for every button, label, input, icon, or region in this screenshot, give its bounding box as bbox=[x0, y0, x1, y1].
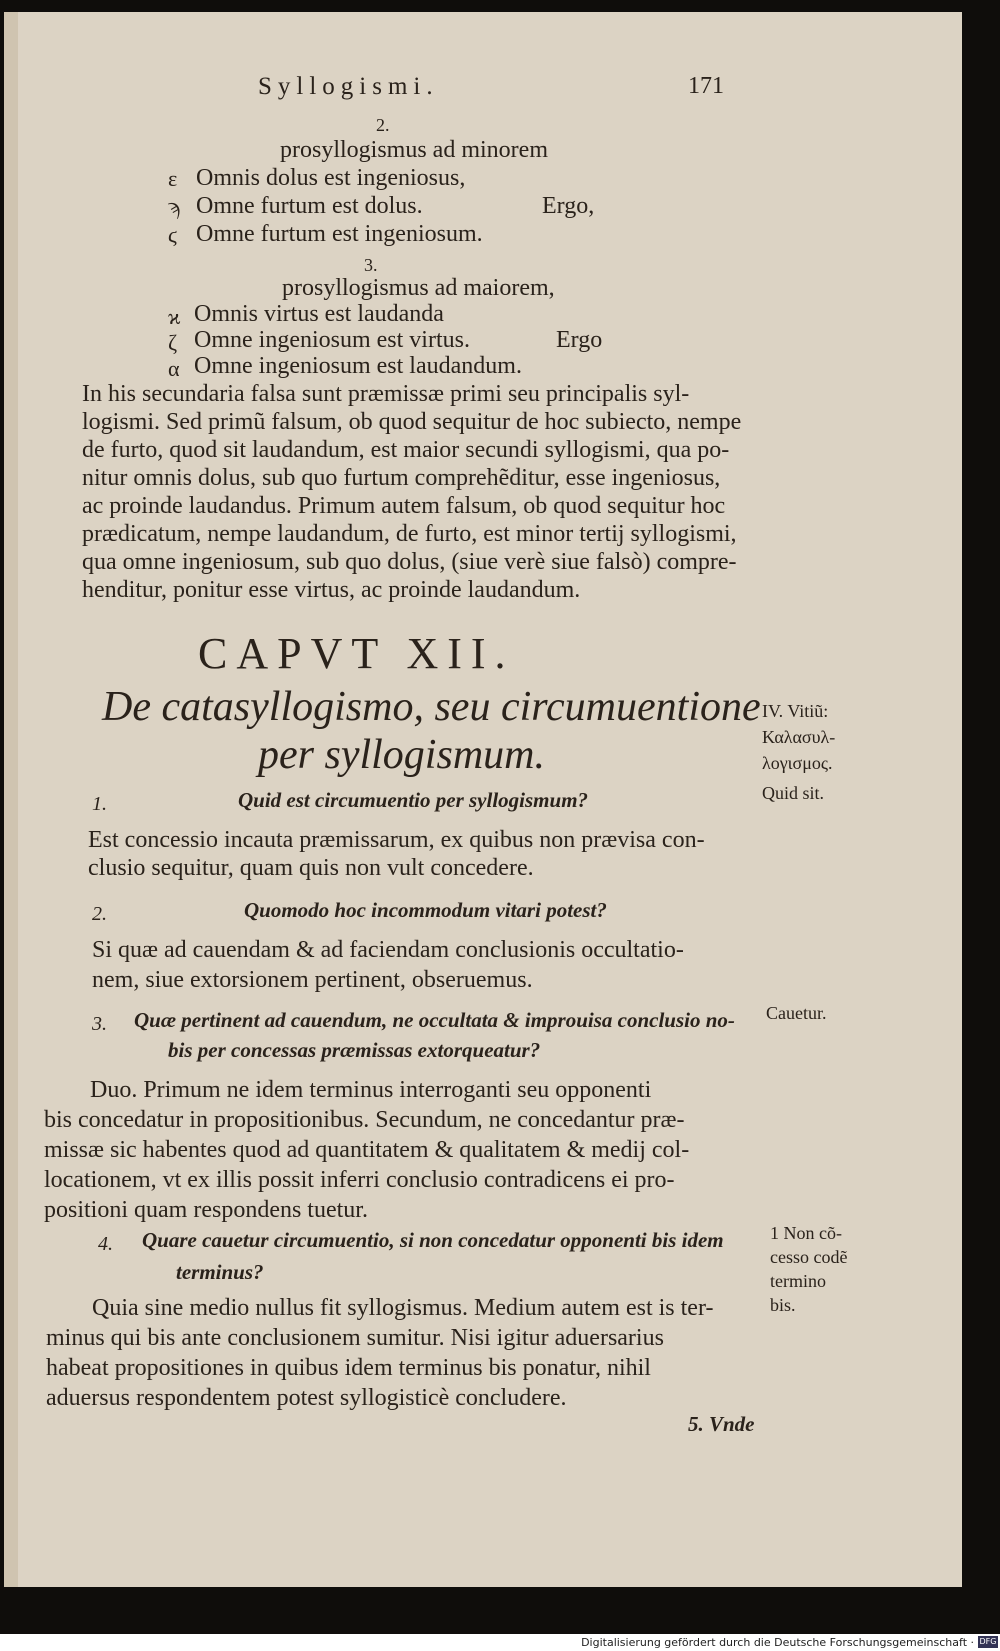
text-line: Quia sine medio nullus fit syllogismus. Medium autem est is ter- bbox=[92, 1295, 714, 1321]
prosyllogism-heading: prosyllogismus ad maiorem, bbox=[282, 275, 555, 301]
greek-marker: ϡ bbox=[168, 194, 181, 219]
margin-line: IV. Vitiũ: bbox=[762, 701, 829, 721]
text-line: minus qui bis ante conclusionem sumitur. Nisi igitur aduersarius bbox=[46, 1325, 664, 1351]
margin-line: Cauetur. bbox=[766, 1003, 827, 1023]
running-title: Syllogismi. bbox=[258, 73, 439, 100]
question-number: 4. bbox=[98, 1233, 113, 1255]
dfg-logo: DFG bbox=[979, 1637, 997, 1646]
text-line: nitur omnis dolus, sub quo furtum comprehẽditur, esse ingeniosus, bbox=[82, 465, 721, 491]
text-line: locationem, vt ex illis possit inferri conclusio contradicens ei pro- bbox=[44, 1167, 675, 1193]
syllogism-line: Omne ingeniosum est laudandum. bbox=[194, 353, 522, 379]
greek-marker: ϛ bbox=[168, 222, 178, 247]
question-number: 1. bbox=[92, 793, 107, 815]
question-text: bis per concessas præmissas extorqueatur? bbox=[168, 1038, 541, 1062]
greek-marker: ϰ bbox=[168, 304, 181, 329]
answer-block bbox=[46, 1296, 713, 1416]
text-line: Est concessio incauta præmissarum, ex quibus non prævisa con- bbox=[88, 827, 705, 853]
text-line: de furto, quod sit laudandum, est maior secundi syllogismi, qua po- bbox=[82, 437, 730, 463]
text-line: ac proinde laudandus. Primum autem falsum, ob quod sequitur hoc bbox=[82, 493, 726, 519]
margin-note bbox=[770, 1224, 847, 1320]
prosyllogism-number: 2. bbox=[376, 115, 390, 135]
question-text: Quæ pertinent ad cauendum, ne occultata & improuisa conclusio no- bbox=[134, 1008, 735, 1032]
text-line: henditur, ponitur esse virtus, ac proinde laudandum. bbox=[82, 577, 581, 603]
ergo-label: Ergo bbox=[556, 327, 603, 353]
syllogism-line: Omne furtum est dolus. bbox=[196, 193, 423, 219]
syllogism-line: Omnis virtus est laudanda bbox=[194, 301, 444, 327]
prosyllogism-heading: prosyllogismus ad minorem bbox=[280, 137, 548, 163]
answer-block bbox=[44, 1078, 689, 1228]
text-line: In his secundaria falsa sunt præmissæ primi seu principalis syl- bbox=[82, 381, 690, 407]
margin-note bbox=[766, 1004, 827, 1022]
question-number: 2. bbox=[92, 903, 107, 925]
question-text: Quomodo hoc incommodum vitari potest? bbox=[244, 898, 607, 922]
chapter-title-line-1: De catasyllogismo, seu circumuentione bbox=[102, 684, 761, 730]
answer-block bbox=[92, 938, 684, 998]
margin-line: cesso codẽ bbox=[770, 1247, 848, 1267]
text-line: habeat propositiones in quibus idem terminus bis ponatur, nihil bbox=[46, 1355, 651, 1381]
catchword: 5. Vnde bbox=[688, 1412, 755, 1436]
footer-credit: Digitalisierung gefördert durch die Deutsche Forschungsgemeinschaft · bbox=[581, 1636, 974, 1649]
text-line: missæ sic habentes quod ad quantitatem & qualitatem & medij col- bbox=[44, 1137, 690, 1163]
question-text: Quare cauetur circumuentio, si non concedatur opponenti bis idem bbox=[142, 1228, 724, 1252]
chapter-title-line-2: per syllogismum. bbox=[258, 732, 545, 778]
margin-line: termino bbox=[770, 1271, 826, 1291]
text-line: clusio sequitur, quam quis non vult concedere. bbox=[88, 855, 534, 881]
greek-marker: α bbox=[168, 356, 180, 381]
text-line: Si quæ ad cauendam & ad faciendam conclusionis occultatio- bbox=[92, 937, 684, 963]
margin-line: bis. bbox=[770, 1295, 796, 1315]
question-number: 3. bbox=[92, 1013, 107, 1035]
text-line: prædicatum, nempe laudandum, de furto, est minor tertij syllogismi, bbox=[82, 521, 737, 547]
syllogism-line: Omnis dolus est ingeniosus, bbox=[196, 165, 466, 191]
question-text: terminus? bbox=[176, 1260, 264, 1284]
text-line: aduersus respondentem potest syllogisticè concludere. bbox=[46, 1385, 567, 1411]
margin-note bbox=[762, 702, 835, 810]
greek-marker: ε bbox=[168, 166, 178, 191]
margin-line: Καλασυλ- bbox=[762, 727, 836, 747]
text-line: Duo. Primum ne idem terminus interroganti seu opponenti bbox=[90, 1077, 652, 1103]
greek-marker: ζ bbox=[168, 330, 178, 355]
text-line: positioni quam respondens tuetur. bbox=[44, 1197, 368, 1223]
question-text: Quid est circumuentio per syllogismum? bbox=[238, 788, 589, 812]
margin-line: Quid sit. bbox=[762, 783, 825, 803]
prosyllogism-number: 3. bbox=[364, 255, 378, 275]
answer-block bbox=[88, 828, 705, 884]
syllogism-line: Omne ingeniosum est virtus. bbox=[194, 327, 470, 353]
margin-line: λογισμος. bbox=[762, 753, 833, 773]
page-number: 171 bbox=[688, 73, 724, 99]
text-line: bis concedatur in propositionibus. Secundum, ne concedantur præ- bbox=[44, 1107, 685, 1133]
book-page bbox=[4, 12, 962, 1587]
margin-line: 1 Non cõ- bbox=[770, 1223, 842, 1243]
text-line: nem, siue extorsionem pertinent, obseruemus. bbox=[92, 967, 533, 993]
text-line: logismi. Sed primũ falsum, ob quod sequitur de hoc subiecto, nempe bbox=[82, 409, 742, 435]
footer-bar bbox=[0, 1634, 1000, 1651]
paragraph bbox=[82, 381, 742, 606]
ergo-label: Ergo, bbox=[542, 193, 595, 219]
text-line: qua omne ingeniosum, sub quo dolus, (siue verè siue falsò) compre- bbox=[82, 549, 737, 575]
syllogism-line: Omne furtum est ingeniosum. bbox=[196, 221, 483, 247]
chapter-number: CAPVT XII. bbox=[198, 629, 515, 678]
